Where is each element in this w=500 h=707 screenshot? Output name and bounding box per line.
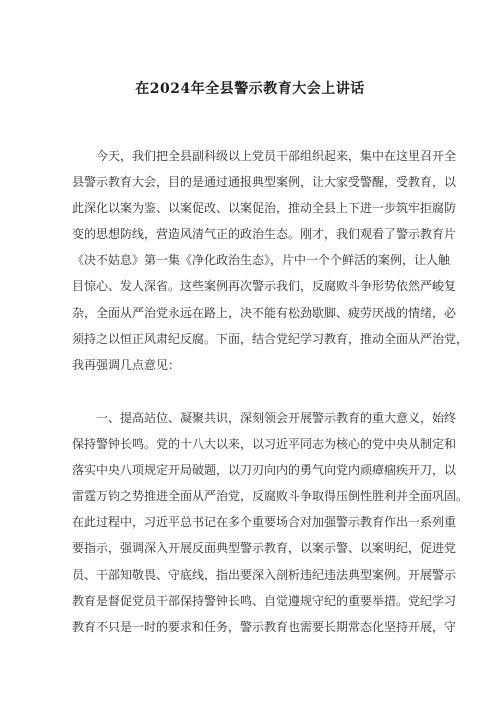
paragraph-line: 变的思想防线，营造风清气正的政治生态。刚才，我们观看了警示教育片 bbox=[72, 227, 457, 242]
paragraph-line: 我再强调几点意见： bbox=[72, 357, 181, 372]
paragraph-line: 在此过程中，习近平总书记在多个重要场合对加强警示教育作出一系列重 bbox=[72, 515, 457, 530]
paragraph-line: 此深化以案为鉴、以案促改、以案促治，推动全县上下进一步筑牢拒腐防 bbox=[72, 201, 457, 216]
paragraph-line: 《决不姑息》第一集《净化政治生态》，片中一个个鲜活的案例，让人触 bbox=[72, 253, 451, 268]
paragraph-line: 落实中央八项规定开局破题，以刀刃向内的勇气向党内顽瘴痼疾开刀，以 bbox=[72, 463, 457, 478]
paragraph-line: 教育不只是一时的要求和任务，警示教育也需要长期常态化坚持开展，守 bbox=[72, 619, 457, 634]
paragraph-1 bbox=[72, 143, 469, 378]
paragraph-line: 保持警钟长鸣。党的十八大以来，以习近平同志为核心的党中央从制定和 bbox=[72, 437, 457, 452]
paragraph-line: 今天，我们把全县副科级以上党员干部组织起来，集中在这里召开全 bbox=[96, 149, 457, 163]
paragraph-line: 要指示，强调深入开展反面典型警示教育，以案示警、以案明纪，促进党 bbox=[72, 541, 457, 556]
paragraph-line: 县警示教育大会，目的是通过通报典型案例，让大家受警醒，受教育，以 bbox=[72, 175, 457, 190]
paragraph-line: 教育是督促党员干部保持警钟长鸣、自觉遵规守纪的重要举措。党纪学习 bbox=[72, 593, 457, 608]
paragraph-line: 一、提高站位、凝聚共识，深刻领会开展警示教育的重大意义，始终 bbox=[96, 411, 457, 425]
paragraph-line: 员、干部知敬畏、守底线，指出要深入剖析违纪违法典型案例。开展警示 bbox=[72, 567, 457, 582]
paragraph-line: 杂，全面从严治党永远在路上，决不能有松劲歇脚、疲劳厌战的情绪，必 bbox=[72, 305, 457, 320]
paragraph-line: 须持之以恒正风肃纪反腐。下面，结合党纪学习教育，推动全面从严治党， bbox=[72, 331, 469, 346]
paragraph-line: 目惊心、发人深省。这些案例再次警示我们，反腐败斗争形势依然严峻复 bbox=[72, 279, 457, 294]
paragraph-2 bbox=[72, 405, 469, 640]
document-title: 在2024年全县警示教育大会上讲话 bbox=[135, 81, 365, 97]
paragraph-line: 雷霆万钧之势推进全面从严治党，反腐败斗争取得压倒性胜利并全面巩固。 bbox=[72, 489, 469, 504]
